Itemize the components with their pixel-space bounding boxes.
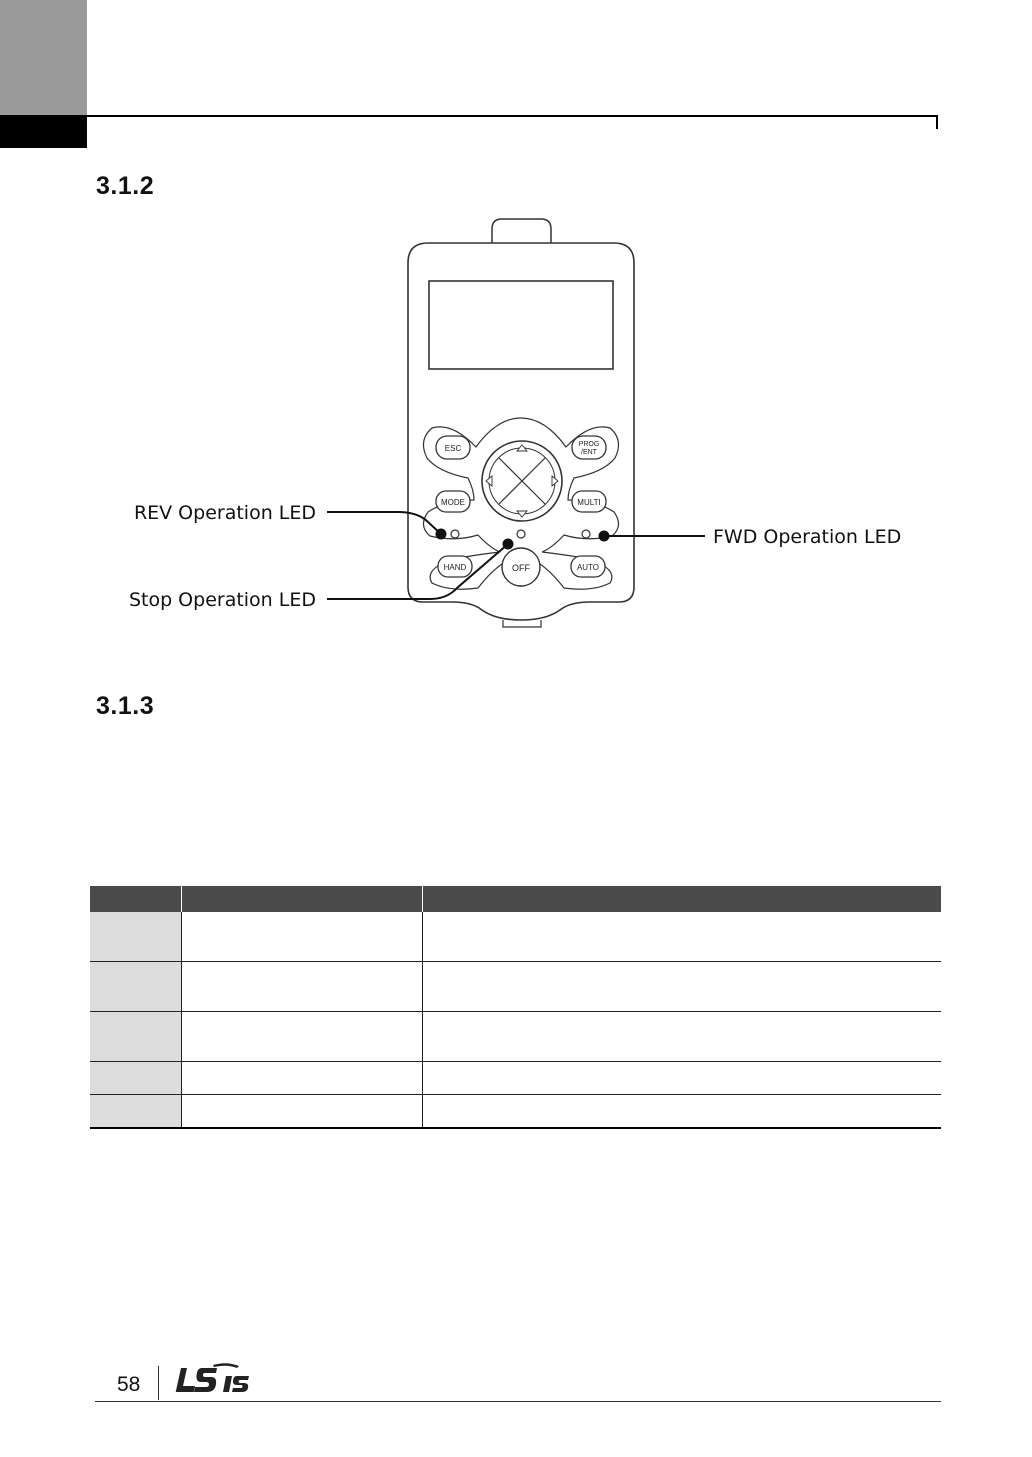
hand-key [438, 556, 472, 577]
section-number-keypad-led: 3.1.2 [96, 172, 155, 200]
svg-text:HAND: HAND [443, 563, 467, 572]
table-row [90, 1095, 941, 1129]
table-row [90, 962, 941, 1012]
svg-text:AUTO: AUTO [576, 563, 600, 572]
mode-key [436, 491, 470, 512]
keypad-figure [0, 200, 1032, 640]
table-row [90, 1012, 941, 1062]
svg-text:PROG: PROG [578, 441, 600, 448]
section-number-led-status: 3.1.3 [96, 692, 155, 720]
table-row [90, 1062, 941, 1095]
svg-text:MODE: MODE [441, 498, 465, 507]
led-status-table [90, 886, 941, 1129]
chapter-tab-marker [0, 115, 87, 148]
keypad-top-connector [492, 219, 551, 243]
rev-led [451, 530, 459, 538]
svg-text:OFF: OFF [512, 563, 530, 573]
ls-is-logo [175, 1362, 263, 1394]
header-rule-tick [936, 115, 938, 129]
svg-text:MULTI: MULTI [577, 498, 601, 507]
off-key [502, 548, 540, 586]
stop-led [517, 530, 525, 538]
multi-key [572, 491, 606, 512]
chapter-tab [0, 0, 87, 115]
auto-key [571, 556, 605, 577]
footer-rule [95, 1401, 941, 1402]
svg-text:/ENT: /ENT [581, 449, 597, 456]
esc-key [436, 436, 470, 459]
table-row [90, 912, 941, 962]
lcd-display [429, 281, 613, 369]
fwd-led [582, 530, 590, 538]
page-number: 58 [117, 1373, 141, 1396]
fwd-led-label: FWD Operation LED [713, 526, 902, 548]
prog-ent-key [572, 436, 606, 459]
rev-led-label: REV Operation LED [133, 502, 316, 524]
table-header-row [90, 886, 941, 912]
header-rule [87, 115, 938, 117]
stop-led-label: Stop Operation LED [128, 589, 316, 611]
footer-separator [158, 1366, 159, 1400]
svg-text:ESC: ESC [444, 444, 462, 453]
